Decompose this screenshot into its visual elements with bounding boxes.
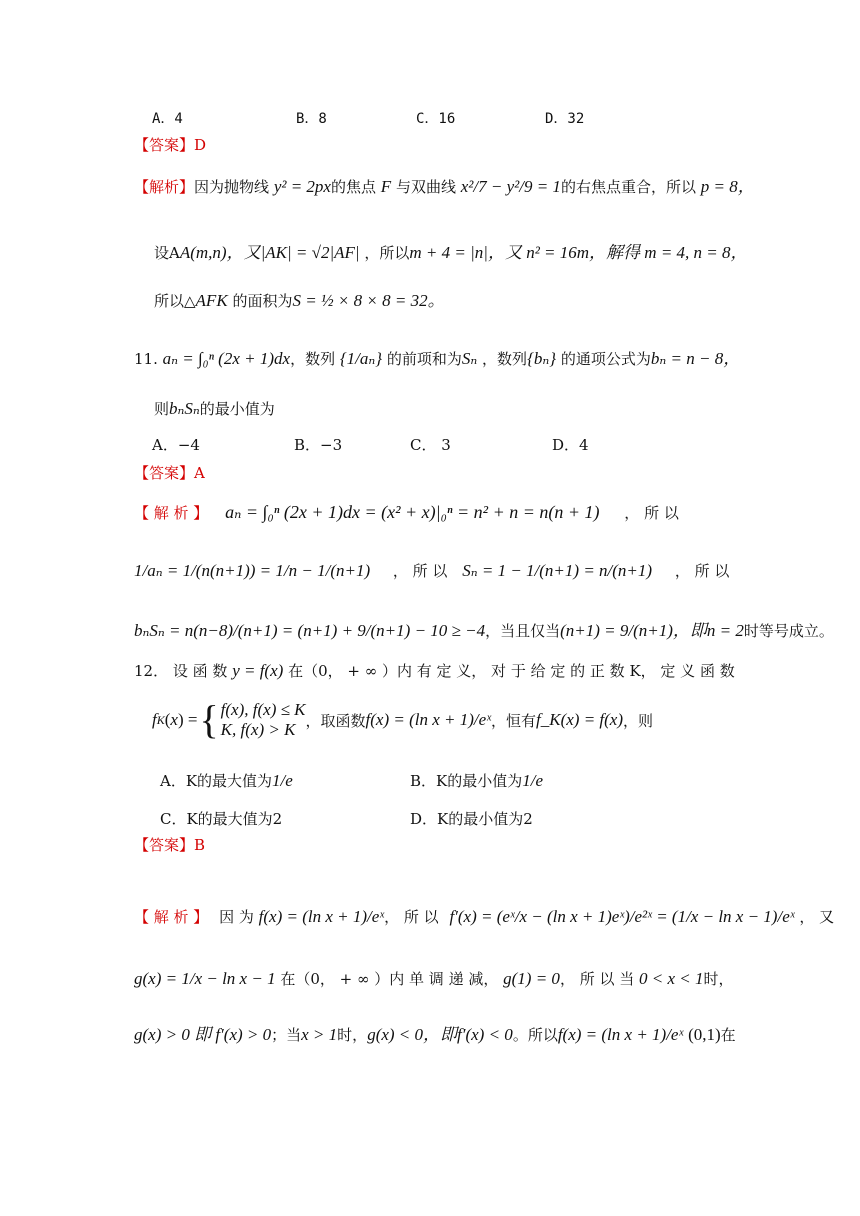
q11-analysis-line2: 1/aₙ = 1/(n(n+1)) = 1/n − 1/(n+1) ， 所 以 Sₙ = 1 − 1/(n+1) = n/(n+1) ， 所 以 <box>134 561 730 580</box>
q11-answer <box>134 462 205 483</box>
q10-option-b: B．8 <box>296 111 327 127</box>
answer-tag: 【答案】 <box>134 136 195 154</box>
q12-stem: 12． 设 函 数 y = f(x) 在（0， + ∞ ）内 有 定 义， 对 于 给 定 的 正 数 K， 定 义 函 数 <box>134 661 735 680</box>
q12-option-c: C．K的最大值为2 <box>160 810 283 828</box>
q11-analysis-line1: 【 解 析 】 aₙ = ∫₀ⁿ (2x + 1)dx = (x² + x)|₀ⁿ = n² + n = n(n + 1) ， 所 以 <box>134 502 679 522</box>
q12-analysis-line2: g(x) = 1/x − ln x − 1 在（0， + ∞ ）内 单 调 递 减， g(1) = 0， 所 以 当 0 < x < 1时， <box>134 969 734 988</box>
q12-option-d: D．K的最小值为2 <box>410 810 533 828</box>
q11-stem-line2: 则bₙSₙ的最小值为 <box>154 399 275 418</box>
answer-tag: 【答案】 <box>134 836 195 854</box>
q10-analysis-line3: 所以△AFK 的面积为S = ½ × 8 × 8 = 32。 <box>154 291 445 310</box>
q12-option-b: B．K的最小值为1/e <box>410 771 544 790</box>
q12-analysis-line1: 【 解 析 】 因 为 f(x) = (ln x + 1)/eˣ， 所 以 f′(x) = (eˣ/x − (ln x + 1)eˣ)/e²ˣ = (1/x − ln x − 1)/eˣ ， 又 <box>134 907 835 926</box>
q11-option-d: D．4 <box>552 436 589 454</box>
q11-analysis-line3: bₙSₙ = n(n−8)/(n+1) = (n+1) + 9/(n+1) − 10 ≥ −4，当且仅当(n+1) = 9/(n+1)，即n = 2时等号成立。 <box>134 621 834 640</box>
analysis-tag: 【 解 析 】 <box>134 908 209 926</box>
analysis-tag: 【解析】 <box>134 178 195 196</box>
q12-option-a: A．K的最大值为1/e <box>160 771 293 790</box>
q12-analysis-line3: g(x) > 0 即 f′(x) > 0；当x > 1时，g(x) < 0，即f′(x) < 0。所以f(x) = (ln x + 1)/eˣ (0,1)在 <box>134 1025 736 1044</box>
q10-option-d: D．32 <box>545 111 585 127</box>
q11-option-b: B．−3 <box>294 436 343 454</box>
case-2: K, f(x) > K <box>220 720 296 739</box>
q12-definition: f K ( x ) = { f(x), f(x) ≤ K K, f(x) > K ，取函数 f(x) = (ln x + 1)/eˣ ，恒有 f_K(x) = f(x) ，则 <box>152 697 654 742</box>
function-definition: f(x) = (ln x + 1)/eˣ <box>365 710 491 729</box>
q10-analysis-line2: 设AA(m,n)，又|AK| = √2|AF| ，所以m + 4 = |n|，又 n² = 16m，解得 m = 4, n = 8， <box>154 243 748 262</box>
answer-value: B <box>194 836 206 854</box>
q11-option-c: C． 3 <box>410 436 451 454</box>
analysis-tag: 【 解 析 】 <box>134 504 209 522</box>
q10-answer <box>134 134 206 155</box>
q10-option-c: C．16 <box>416 111 456 127</box>
q12-answer <box>134 834 205 855</box>
answer-tag: 【答案】 <box>134 464 195 482</box>
answer-value: A <box>194 464 205 482</box>
hyperbola-equation: x²/7 − y²/9 = 1 <box>460 177 561 196</box>
q10-option-a: A．4 <box>152 111 183 127</box>
q11-stem: 11. aₙ = ∫₀ⁿ (2x + 1)dx，数列 {1/aₙ} 的前项和为Sₙ ，数列{bₙ} 的通项公式为bₙ = n − 8， <box>134 349 741 368</box>
case-1: f(x), f(x) ≤ K <box>220 700 306 719</box>
answer-value: D <box>194 136 207 154</box>
q10-analysis-line1: 【解析】因为抛物线 y² = 2px的焦点 F 与双曲线 x²/7 − y²/9 = 1的右焦点重合，所以 p = 8， <box>134 177 755 196</box>
q11-option-a: A．−4 <box>152 436 200 454</box>
